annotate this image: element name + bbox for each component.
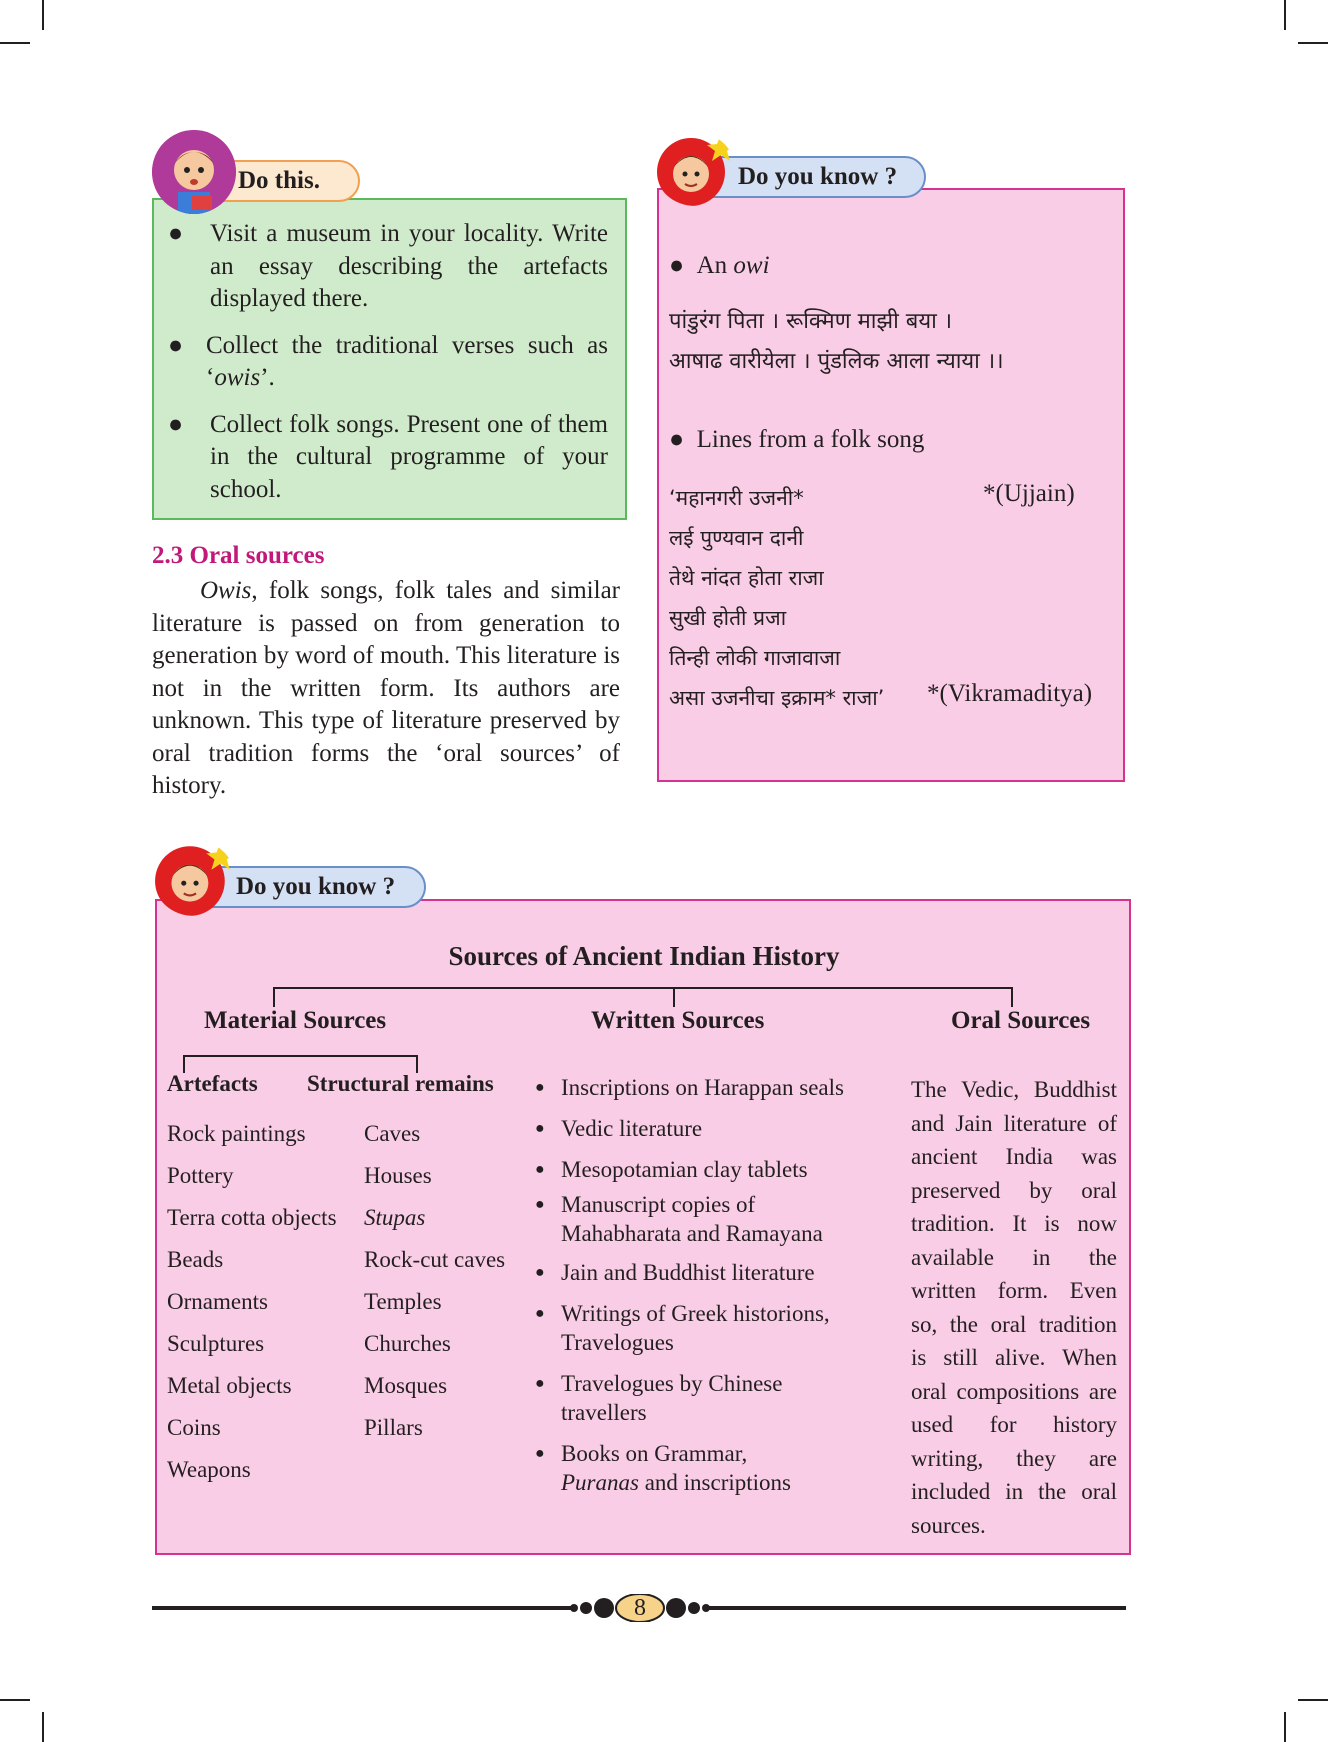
do-this-label: Do this. bbox=[212, 160, 360, 202]
crop-mark bbox=[0, 1699, 30, 1701]
oral-sources-paragraph: Owis, folk songs, folk tales and similar literature is passed on from generation to generation by word of mouth. This literature is not in the written form. Its authors are unknown. This type of literature preserved by oral tradition forms the ‘oral sources’ of history. bbox=[152, 577, 620, 799]
crop-mark bbox=[1284, 1712, 1286, 1742]
note-ujjain: *(Ujjain) bbox=[983, 480, 1075, 507]
list-item: ● Inscriptions on Harappan seals bbox=[535, 1075, 844, 1100]
do-you-know-label: Do you know ? bbox=[712, 156, 926, 198]
oral-sources-text: The Vedic, Buddhist and Jain literature of ancient India was preserved by oral tradition. It is now available in the written form. Even so, the oral tradition is still alive. When oral compositions are used for history writing, they are included in the oral sources. bbox=[911, 1077, 1117, 1538]
crop-mark bbox=[42, 1712, 44, 1742]
list-item: ● Visit a museum in your locality. Write an essay describing the artefacts displayed there. bbox=[168, 220, 608, 312]
crop-mark bbox=[1298, 1699, 1328, 1701]
list-item: ● Manuscript copies of Mahabharata and Ramayana bbox=[535, 1192, 823, 1246]
written-sources-heading: Written Sources bbox=[591, 1007, 765, 1034]
list-item: Rock paintings bbox=[167, 1121, 306, 1146]
boy-thinking-icon bbox=[655, 132, 735, 206]
structural-list bbox=[364, 1113, 505, 1449]
boy-reading-icon bbox=[152, 130, 236, 214]
list-item: Pillars bbox=[364, 1415, 423, 1440]
list-item: ● Writings of Greek historions, Travelogues bbox=[535, 1301, 830, 1355]
list-item: Beads bbox=[167, 1247, 224, 1272]
crop-mark bbox=[0, 42, 30, 44]
page-number: 8 bbox=[634, 1595, 646, 1621]
list-item: ● Collect the traditional verses such as ‘owis’. bbox=[168, 331, 608, 391]
list-item: Sculptures bbox=[167, 1331, 265, 1356]
connector-line bbox=[273, 987, 275, 1007]
do-this-list bbox=[168, 218, 608, 506]
connector-line bbox=[1011, 987, 1013, 1007]
folk-song-bullet: ● Lines from a folk song bbox=[669, 426, 925, 453]
folk-song-verse: ‘महानगरी उजनी* लई पुण्यवान दानी तेथे नांदत होता राजा सुखी होती प्रजा तिन्ही लोकी गाजावाजा असा उजनीचा इक्राम* राजा’ bbox=[669, 486, 885, 710]
list-item: ● Mesopotamian clay tablets bbox=[535, 1157, 808, 1182]
connector-line bbox=[273, 987, 1013, 989]
connector-line bbox=[673, 987, 675, 1007]
material-sources-heading: Material Sources bbox=[204, 1007, 387, 1034]
boy-thinking-icon bbox=[153, 840, 235, 916]
do-you-know-label: Do you know ? bbox=[210, 866, 426, 908]
list-item: Stupas bbox=[364, 1205, 426, 1230]
crop-mark bbox=[1284, 0, 1286, 30]
do-this-box bbox=[152, 198, 627, 520]
owi-verse: पांडुरंग पिता । रूक्मिण माझी बया । आषाढ वारीयेला । पुंडलिक आला न्याया ।। bbox=[669, 309, 1004, 374]
list-item: Mosques bbox=[364, 1373, 448, 1398]
footer-rule-right bbox=[706, 1606, 1126, 1610]
crop-mark bbox=[1298, 42, 1328, 44]
artefacts-heading: Artefacts bbox=[167, 1071, 258, 1096]
note-vikramaditya: *(Vikramaditya) bbox=[927, 680, 1093, 707]
list-item: Pottery bbox=[167, 1163, 234, 1188]
list-item: Houses bbox=[364, 1163, 432, 1188]
list-item: Caves bbox=[364, 1121, 421, 1146]
list-item: Churches bbox=[364, 1331, 451, 1356]
artefacts-list bbox=[167, 1113, 337, 1491]
list-item: Weapons bbox=[167, 1457, 251, 1482]
do-you-know-owi-box bbox=[657, 188, 1125, 782]
list-item: ● Books on Grammar, Puranas and inscriptions bbox=[535, 1441, 791, 1495]
list-item: Metal objects bbox=[167, 1373, 292, 1398]
section-heading: 2.3 Oral sources bbox=[152, 542, 325, 569]
structural-remains-heading: Structural remains bbox=[307, 1071, 494, 1096]
list-item: Ornaments bbox=[167, 1289, 268, 1314]
list-item: ● Jain and Buddhist literature bbox=[535, 1260, 815, 1285]
chart-title: Sources of Ancient Indian History bbox=[448, 941, 840, 971]
connector-line bbox=[183, 1055, 417, 1057]
list-item: Temples bbox=[364, 1289, 442, 1314]
list-item: ● Collect folk songs. Present one of them in the cultural programme of your school. bbox=[168, 410, 608, 503]
list-item: Terra cotta objects bbox=[167, 1205, 337, 1230]
list-item: Coins bbox=[167, 1415, 221, 1440]
oral-sources-heading: Oral Sources bbox=[951, 1007, 1091, 1034]
sources-chart-box bbox=[155, 899, 1131, 1555]
list-item: Rock-cut caves bbox=[364, 1247, 506, 1272]
footer-rule-left bbox=[152, 1606, 572, 1610]
list-item: ● Travelogues by Chinese travellers bbox=[535, 1371, 783, 1425]
crop-mark bbox=[42, 0, 44, 30]
written-sources-list bbox=[535, 1073, 855, 1497]
list-item: ● Vedic literature bbox=[535, 1116, 703, 1141]
owi-bullet: ● An owi bbox=[669, 252, 770, 279]
